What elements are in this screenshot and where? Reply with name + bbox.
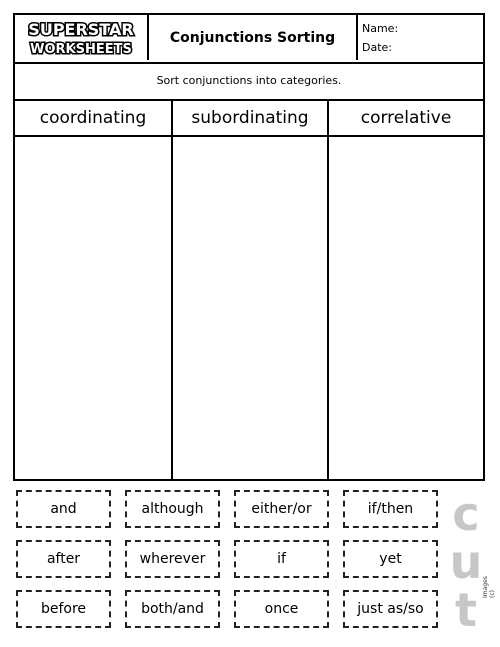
name-label: Name:: [362, 22, 399, 35]
card-once[interactable]: once: [234, 590, 329, 628]
date-label: Date:: [362, 41, 392, 54]
cut-letter: u: [449, 535, 483, 589]
card-if-then[interactable]: if/then: [343, 490, 438, 528]
superstar-logo: [15, 15, 147, 60]
logo-line2: WORKSHEETS: [30, 42, 132, 57]
cut-letter: c: [452, 487, 480, 541]
worksheet-title: Conjunctions Sorting: [169, 29, 336, 46]
card-yet[interactable]: yet: [343, 540, 438, 578]
name-date-box: [356, 15, 485, 60]
column-divider: [171, 101, 173, 479]
card-before[interactable]: before: [16, 590, 111, 628]
column-header-correlative: correlative: [329, 101, 483, 137]
card-if[interactable]: if: [234, 540, 329, 578]
logo: [15, 15, 149, 60]
image-credit: Images (c): [482, 576, 496, 598]
column-header-coordinating: coordinating: [15, 101, 171, 137]
column-divider: [327, 101, 329, 479]
column-header-subordinating: subordinating: [173, 101, 327, 137]
cut-letter: t: [455, 583, 477, 637]
worksheet-header: [15, 15, 483, 64]
worksheet-frame: [13, 13, 485, 481]
cut-label: [446, 487, 486, 637]
card-and[interactable]: and: [16, 490, 111, 528]
card-both-and[interactable]: both/and: [125, 590, 220, 628]
card-wherever[interactable]: wherever: [125, 540, 220, 578]
card-just-as-so[interactable]: just as/so: [343, 590, 438, 628]
card-although[interactable]: although: [125, 490, 220, 528]
logo-line1: SUPERSTAR: [28, 20, 134, 39]
card-after[interactable]: after: [16, 540, 111, 578]
card-either-or[interactable]: either/or: [234, 490, 329, 528]
instructions: Sort conjunctions into categories.: [15, 62, 483, 101]
